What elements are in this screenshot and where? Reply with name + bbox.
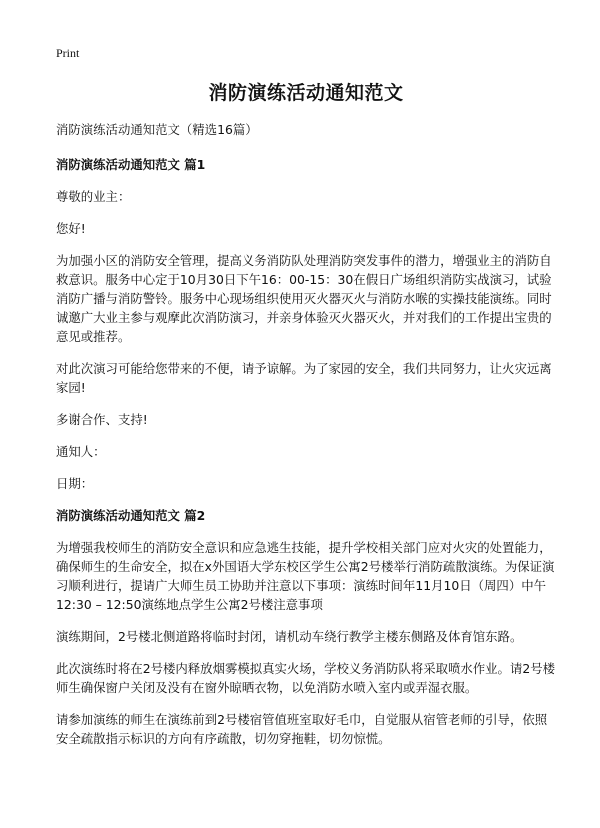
section-heading: 消防演练活动通知范文 篇2 — [56, 508, 206, 523]
section-2 — [56, 506, 556, 748]
body-paragraph: 对此次演习可能给您带来的不便，请予谅解。为了家园的安全，我们共同努力，让火灾远离家园! — [56, 361, 552, 395]
print-link[interactable]: Print — [56, 46, 80, 60]
thanks-line: 多谢合作、支持! — [56, 412, 148, 427]
notifier-line: 通知人： — [56, 444, 106, 459]
salutation: 尊敬的业主： — [56, 189, 131, 204]
page-title: 消防演练活动通知范文 — [208, 82, 404, 104]
body-paragraph: 为加强小区的消防安全管理，提高义务消防队处理消防突发事件的潜力，增强业主的消防自救意识。服务中心定于10月30日下午16：00-15：30在假日广场组织消防实战演习，试验消防广播与消防警铃。服务中心现场组织使用灭火器灭火与消防水喉的实操技能演练。同时诚邀广大业主参与观摩此次消防演习，并亲身体验灭火器灭火，并对我们的工作提出宝贵的意见或推荐。 — [56, 253, 552, 344]
date-line: 日期： — [56, 476, 94, 491]
body-paragraph: 此次演练时将在2号楼内释放烟雾模拟真实火场，学校义务消防队将采取喷水作业。请2号楼师生确保窗户关闭及没有在窗外晾晒衣物，以免消防水喷入室内或弄湿衣服。 — [56, 661, 556, 695]
document-subtitle: 消防演练活动通知范文（精选16篇） — [56, 122, 258, 137]
section-1 — [56, 155, 556, 493]
section-heading: 消防演练活动通知范文 篇1 — [56, 157, 206, 172]
body-paragraph: 请参加演练的师生在演练前到2号楼宿管值班室取好毛巾，自觉服从宿管老师的引导，依照安全疏散指示标识的方向有序疏散，切勿穿拖鞋，切勿惊慌。 — [56, 712, 548, 746]
body-paragraph: 为增强我校师生的消防安全意识和应急逃生技能，提升学校相关部门应对火灾的处置能力，确保师生的生命安全，拟在x外国语大学东校区学生公寓2号楼举行消防疏散演练。为保证演习顺利进行，提请广大师生员工协助并注意以下事项：演练时间年11月10日（周四）中午12:30 – 12:50演练地点学生公寓2号楼注意事项 — [56, 540, 555, 612]
document-body — [56, 120, 556, 761]
greeting: 您好! — [56, 221, 86, 236]
body-paragraph: 演练期间，2号楼北侧道路将临时封闭，请机动车绕行教学主楼东侧路及体育馆东路。 — [56, 629, 523, 644]
